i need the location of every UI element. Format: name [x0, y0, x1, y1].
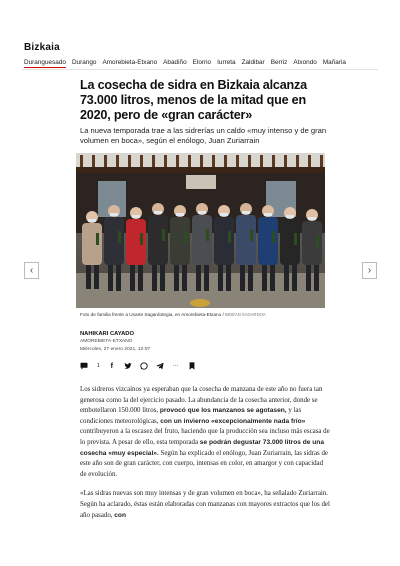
group-photo-illustration: [76, 153, 325, 308]
article-subhead: La nueva temporada trae a las sidrerías un caldo «muy intenso y de gran volumen en boca», según el enólogo, Juan Zuriarrain: [80, 126, 327, 146]
chevron-right-icon: ›: [367, 265, 372, 276]
nav-divider: [22, 69, 378, 70]
nav-item-amorebieta-etxano[interactable]: Amorebieta-Etxano: [102, 59, 158, 66]
facebook-icon[interactable]: f: [110, 362, 113, 370]
photo-caption-text: Foto de familia frente a Uxarte Sagardotegia, en Amorebieta-Etxano /: [80, 312, 224, 317]
telegram-icon[interactable]: [156, 362, 164, 370]
comment-icon[interactable]: [80, 362, 88, 370]
paragraph-bold-text: provocó que los manzanos se agotasen,: [159, 407, 287, 415]
article-date: Miércoles, 27 enero 2021, 12:07: [80, 347, 151, 352]
paragraph-bold-text: con un invierno «excepcionalmente nada frío»: [160, 417, 306, 425]
article-headline: La cosecha de sidra en Bizkaia alcanza 73.000 litros, menos de la mitad que en 2020, pero de «gran carácter»: [80, 78, 307, 122]
share-bar: [80, 362, 196, 370]
paragraph-bold-text: se podrán degustar 73.000 litros de una cosecha «muy especial».: [80, 438, 325, 457]
nav-item-atxondo[interactable]: Atxondo: [293, 59, 317, 66]
nav-item-zaldibar[interactable]: Zaldibar: [241, 59, 265, 66]
photo-credit: BIDEAN SAGARDOA: [225, 312, 266, 317]
article-photo[interactable]: [76, 153, 325, 308]
nav-item-durango[interactable]: Durango: [71, 59, 97, 66]
comments-count[interactable]: 1: [97, 363, 100, 369]
paragraph-text: y las condiciones meteorológicas,: [80, 407, 302, 425]
more-options-icon[interactable]: ···: [172, 363, 179, 369]
photo-caption: [80, 312, 330, 317]
next-article-button[interactable]: [362, 262, 377, 279]
nav-item-abadino[interactable]: Abadiño: [163, 59, 187, 66]
previous-article-button[interactable]: [24, 262, 39, 279]
article-location: AMOREBIETA-ETXANO: [80, 339, 133, 344]
article-paragraph-2: [80, 489, 330, 521]
chevron-left-icon: ‹: [29, 265, 34, 276]
nav-item-elorrio[interactable]: Elorrio: [192, 59, 212, 66]
author-name[interactable]: NAHIKARI CAYADO: [80, 331, 135, 337]
nav-item-duranguesado[interactable]: Duranguesado: [24, 59, 66, 66]
nav-item-iurreta[interactable]: Iurreta: [217, 59, 236, 66]
nav-item-manaria[interactable]: Mañaria: [322, 59, 346, 66]
paragraph-text: Los sidreros vizcaínos ya esperaban que la cosecha de manzana de este año no fuera tan generosa como la del ejercicio pasado. La abundancia de la cosecha anterior, donde se embotellaron 150.000 litros,: [80, 386, 323, 415]
whatsapp-icon[interactable]: [140, 362, 148, 370]
bookmark-icon[interactable]: [188, 362, 196, 370]
section-title[interactable]: Bizkaia: [24, 42, 60, 53]
twitter-icon[interactable]: [124, 362, 132, 370]
paragraph-text: contribuyeron a la escasez del fruto, haciendo que la producción sea incluso más escasa de lo prevista. A pesar de ello, esta temporada: [80, 428, 330, 446]
paragraph-text: «Las sidras nuevas son muy intensas y de gran volumen en boca», ha señalado Zuriarrain. Según ha aclarado, éstas están elaboradas con manzanas con mayores extractos que los del año pasado,: [80, 490, 330, 519]
article-paragraph-1: [80, 385, 330, 480]
article-body: [80, 385, 330, 530]
paragraph-bold-text: con: [114, 511, 126, 519]
nav-item-berriz[interactable]: Berriz: [270, 59, 288, 66]
sub-navigation: [24, 59, 346, 68]
paragraph-text: Según ha explicado el enólogo, Juan Zuriarrain, las sidras de este año son de gran carácter, con cuerpo, intensas en color, en amargor y con capacidad de evolución.: [80, 449, 328, 478]
